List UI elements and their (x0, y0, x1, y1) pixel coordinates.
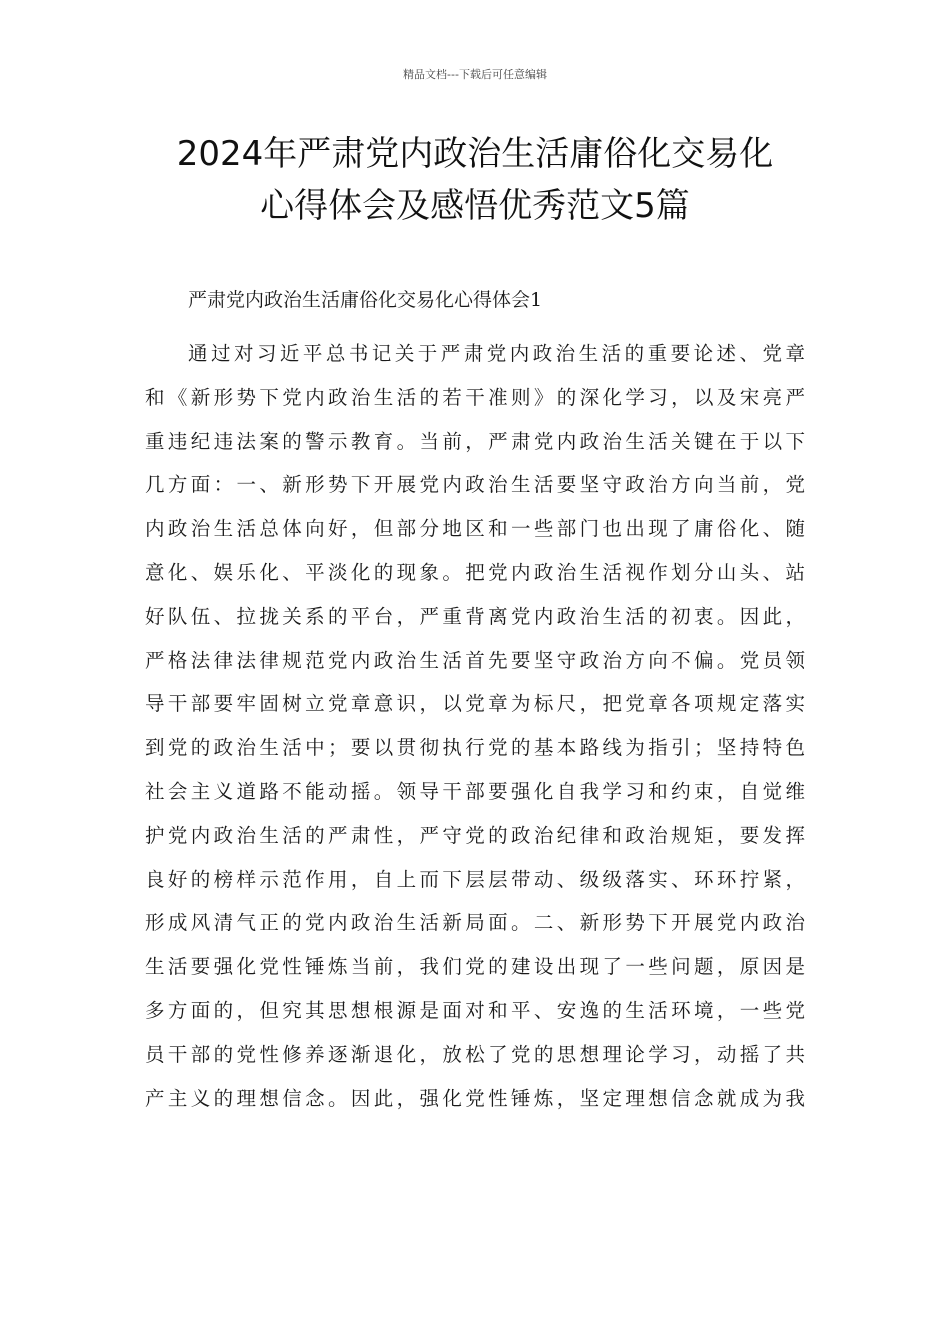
paragraph-line: 多方面的，但究其思想根源是面对和平、安逸的生活环境，一些党 (145, 998, 805, 1022)
paragraph-line: 良好的榜样示范作用，自上而下层层带动、级级落实、环环拧紧， (145, 867, 805, 891)
body-paragraph (145, 339, 805, 1127)
paragraph-line: 导干部要牢固树立党章意识，以党章为标尺，把党章各项规定落实 (145, 692, 805, 716)
header-watermark: 精品文档---下载后可任意编辑 (403, 68, 547, 81)
paragraph-line: 和《新形势下党内政治生活的若干准则》的深化学习，以及宋亮严 (145, 385, 805, 409)
document-title (100, 128, 850, 232)
paragraph-line: 生活要强化党性锤炼当前，我们党的建设出现了一些问题，原因是 (145, 955, 805, 979)
paragraph-line: 到党的政治生活中；要以贯彻执行党的基本路线为指引；坚持特色 (145, 736, 805, 760)
paragraph-line: 社会主义道路不能动摇。领导干部要强化自我学习和约束，自觉维 (145, 779, 805, 803)
paragraph-line: 几方面：一、新形势下开展党内政治生活要坚守政治方向当前，党 (145, 473, 805, 497)
paragraph-line: 好队伍、拉拢关系的平台，严重背离党内政治生活的初衷。因此， (145, 604, 805, 628)
paragraph-line: 员干部的党性修养逐渐退化，放松了党的思想理论学习，动摇了共 (145, 1042, 805, 1066)
paragraph-line: 护党内政治生活的严肃性，严守党的政治纪律和政治规矩，要发挥 (145, 823, 805, 847)
title-line: 2024年严肃党内政治生活庸俗化交易化 (176, 134, 774, 174)
section-heading: 严肃党内政治生活庸俗化交易化心得体会1 (188, 289, 543, 311)
paragraph-line: 意化、娱乐化、平淡化的现象。把党内政治生活视作划分山头、站 (145, 560, 805, 584)
paragraph-line: 形成风清气正的党内政治生活新局面。二、新形势下开展党内政治 (145, 911, 805, 935)
paragraph-line: 产主义的理想信念。因此，强化党性锤炼，坚定理想信念就成为我 (145, 1086, 805, 1110)
paragraph-line: 内政治生活总体向好，但部分地区和一些部门也出现了庸俗化、随 (145, 517, 805, 541)
paragraph-line: 严格法律法律规范党内政治生活首先要坚守政治方向不偏。党员领 (145, 648, 805, 672)
title-line: 心得体会及感悟优秀范文5篇 (260, 186, 690, 226)
paragraph-line: 通过对习近平总书记关于严肃党内政治生活的重要论述、党章 (188, 342, 805, 365)
paragraph-line: 重违纪违法案的警示教育。当前，严肃党内政治生活关键在于以下 (145, 429, 805, 453)
